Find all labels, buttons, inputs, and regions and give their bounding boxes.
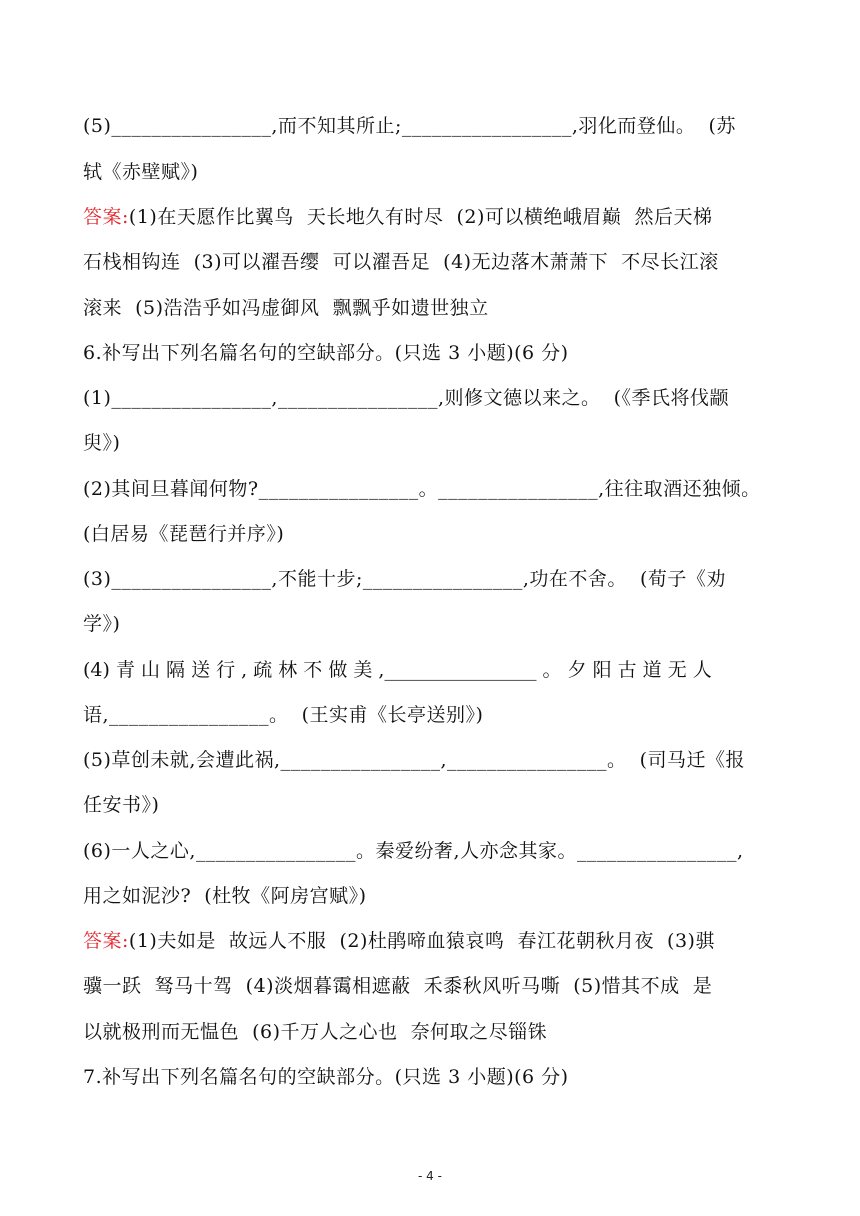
text-line-q6-sub4-cont: 语,________________。 (王实甫《长亭送别》): [83, 704, 484, 726]
text-line-q6-sub3-cont: 学》): [83, 613, 121, 635]
text-line-q6-sub5: (5)草创未就,会遭此祸,________________,________________。 (司马迁《报: [83, 749, 746, 771]
page-number: - 4 -: [418, 1169, 442, 1183]
answer-label: 答案:: [83, 930, 129, 952]
answer-line-q6-cont2: 以就极刑而无愠色 (6)千万人之心也 奈何取之尽锱铢: [83, 1021, 548, 1043]
answer-line-q5-cont2: 滚来 (5)浩浩乎如冯虚御风 飘飘乎如遗世独立: [83, 297, 489, 319]
answer-text: (1)夫如是 故远人不服 (2)杜鹃啼血猿哀鸣 春江花朝秋月夜 (3)骐: [128, 930, 715, 952]
text-line-q6-sub1: (1)________________,________________,则修文德以来之。 (《季氏将伐颛: [83, 387, 729, 409]
text-line-q6-sub6: (6)一人之心,________________。秦爱纷奢,人亦念其家。________________,: [83, 840, 744, 862]
answer-text: (1)在天愿作比翼鸟 天长地久有时尽 (2)可以横绝峨眉巅 然后天梯: [128, 206, 713, 228]
text-line-q6-sub4: (4) 青 山 隔 送 行 , 疏 林 不 做 美 ,________________ 。 夕 阳 古 道 无 人: [83, 659, 712, 681]
question-heading-6: 6.补写出下列名篇名句的空缺部分。(只选 3 小题)(6 分): [83, 342, 569, 364]
text-line-q6-sub6-cont: 用之如泥沙? (杜牧《阿房宫赋》): [83, 885, 367, 907]
answer-line-q5: [83, 204, 783, 230]
text-line-q6-sub2-cont: (白居易《琵琶行并序》): [83, 523, 285, 545]
answer-line-q6: [83, 928, 783, 954]
text-line-q6-sub5-cont: 任安书》): [83, 794, 160, 816]
answer-line-q5-cont1: 石栈相钩连 (3)可以濯吾缨 可以濯吾足 (4)无边落木萧萧下 不尽长江滚: [83, 251, 719, 273]
text-line-q6-sub3: (3)________________,不能十步;________________,功在不舍。 (荀子《劝: [83, 568, 726, 590]
text-line-q5-sub5-source: 轼《赤壁赋》): [83, 161, 199, 183]
text-line-q6-sub2: (2)其间旦暮闻何物?________________。________________,往往取酒还独倾。: [83, 478, 761, 500]
text-line-q5-sub5: (5)________________,而不知其所止;_________________,羽化而登仙。 (苏: [83, 115, 736, 137]
question-heading-7: 7.补写出下列名篇名句的空缺部分。(只选 3 小题)(6 分): [83, 1066, 569, 1088]
answer-line-q6-cont1: 骥一跃 驽马十驾 (4)淡烟暮霭相遮蔽 禾黍秋风听马嘶 (5)惜其不成 是: [83, 975, 713, 997]
text-line-q6-sub1-cont: 臾》): [83, 432, 121, 454]
answer-label: 答案:: [83, 206, 129, 228]
